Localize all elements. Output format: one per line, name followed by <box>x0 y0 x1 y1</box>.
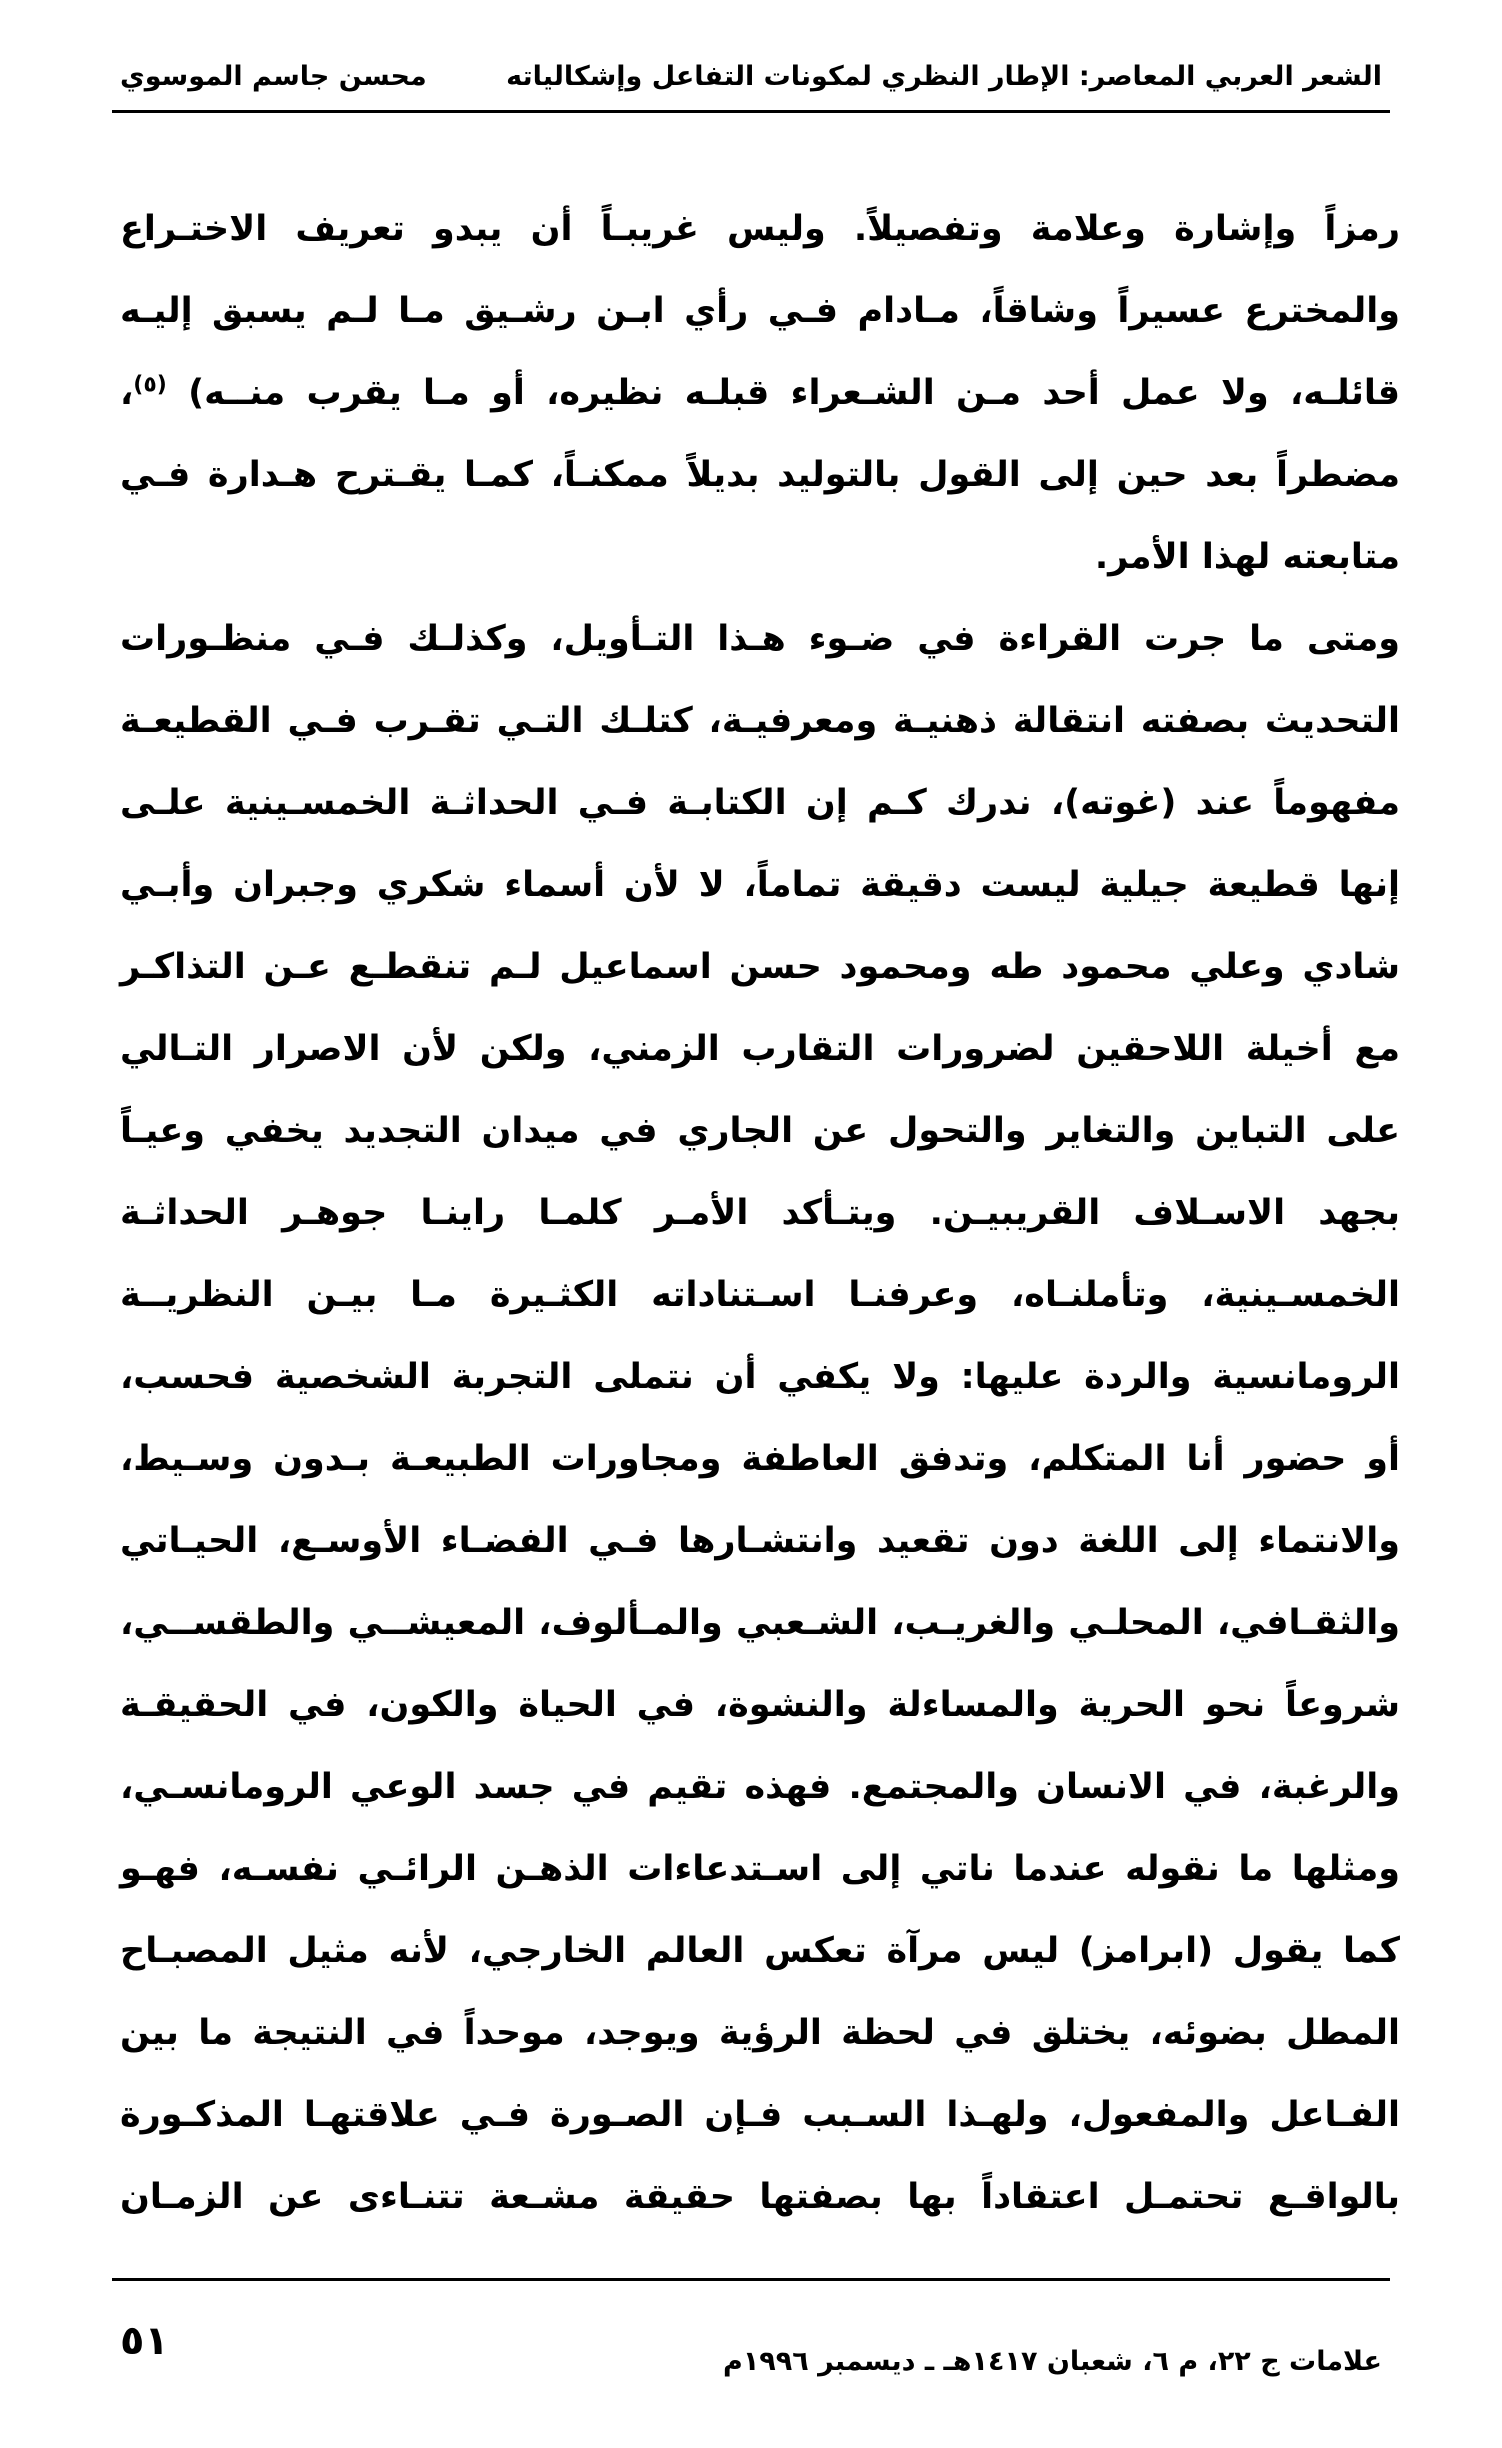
text-line: شروعاً نحو الحرية والمساءلة والنشوة، في الحياة والكون، في الحقيقـة <box>120 1685 1400 1725</box>
header-title: الشعر العربي المعاصر: الإطار النظري لمكونات التفاعل وإشكالياته <box>506 60 1382 92</box>
text-line: والثقـافي، المحلـي والغريـب، الشـعبي والمـألوف، المعيشــي والطقســي، <box>120 1603 1400 1643</box>
text-line: بالواقـع تحتمـل اعتقاداً بها بصفتها حقيقة مشـعة تتنـاءى عن الزمـان <box>120 2177 1400 2217</box>
text-line-tail: ، <box>120 373 134 413</box>
text-line: مضطراً بعد حين إلى القول بالتوليد بديلاً ممكنـاً، كمـا يقـترح هـدارة فـي <box>120 455 1400 495</box>
text-line: ومتى ما جرت القراءة في ضـوء هـذا التـأويل، وكذلـك فـي منظـورات <box>120 619 1400 659</box>
text-line: والرغبة، في الانسان والمجتمع. فهذه تقيم في جسد الوعي الرومانسـي، <box>120 1767 1400 1807</box>
text-line: رمزاً وإشارة وعلامة وتفصيلاً. وليس غريبـاً أن يبدو تعريف الاختـراع <box>120 209 1400 249</box>
footnote-marker: (٥) <box>133 372 167 398</box>
header-author: محسن جاسم الموسوي <box>120 60 427 92</box>
text-line: والانتماء إلى اللغة دون تقعيد وانتشـارها فـي الفضـاء الأوسـع، الحيـاتي <box>120 1521 1400 1561</box>
journal-info: علامات ج ٢٢، م ٦، شعبان ١٤١٧هـ ـ ديسمبر ١٩٩٦م <box>723 2346 1382 2377</box>
text-line: على التباين والتغاير والتحول عن الجاري في ميدان التجديد يخفي وعيـاً <box>120 1111 1400 1151</box>
text-line: إنها قطيعة جيلية ليست دقيقة تماماً، لا لأن أسماء شكري وجبران وأبـي <box>120 865 1400 905</box>
text-line: أو حضور أنا المتكلم، وتدفق العاطفة ومجاورات الطبيعـة بـدون وسـيط، <box>120 1439 1400 1479</box>
text-line: شادي وعلي محمود طه ومحمود حسن اسماعيل لـم تنقطـع عـن التذاكـر <box>120 947 1400 987</box>
text-line: مع أخيلة اللاحقين لضرورات التقارب الزمني، ولكن لأن الاصرار التـالي <box>120 1029 1400 1069</box>
text-line-with-footnote <box>120 352 1400 434</box>
page-number: ٥١ <box>120 2318 169 2364</box>
page-footer <box>120 2318 1382 2388</box>
header-rule <box>112 110 1390 113</box>
text-line: الرومانسية والردة عليها: ولا يكفي أن نتملى التجربة الشخصية فحسب، <box>120 1357 1400 1397</box>
paragraph-last-line: متابعته لهذا الأمر. <box>1094 537 1400 577</box>
text-line: مفهوماً عند (غوته)، ندرك كـم إن الكتابـة فـي الحداثـة الخمسـينية علـى <box>120 783 1400 823</box>
body-text <box>120 188 1400 2238</box>
text-line: بجهد الاسـلاف القريبيـن. ويتـأكد الأمـر كلمـا راينـا جوهـر الحداثـة <box>120 1193 1400 1233</box>
text-line: الخمسـينية، وتأملنـاه، وعرفنـا اسـتناداته الكثـيرة مـا بيـن النظريــة <box>120 1275 1400 1315</box>
text-line-segment: قائلـه، ولا عمل أحد مـن الشـعراء قبلـه نظيره، أو مـا يقرب منــه) <box>188 373 1400 413</box>
text-line: المطل بضوئه، يختلق في لحظة الرؤية ويوجد، موحداً في النتيجة ما بين <box>120 2013 1400 2053</box>
footer-rule <box>112 2278 1390 2281</box>
running-header <box>120 48 1382 104</box>
text-line: كما يقول (ابرامز) ليس مرآة تعكس العالم الخارجي، لأنه مثيل المصبـاح <box>120 1931 1400 1971</box>
text-line: والمخترع عسيراً وشاقاً، مـادام فـي رأي ابـن رشـيق مـا لـم يسبق إليـه <box>120 291 1400 331</box>
text-line: التحديث بصفته انتقالة ذهنيـة ومعرفيـة، كتلـك التـي تقـرب فـي القطيعـة <box>120 701 1400 741</box>
text-line: الفـاعل والمفعول، ولهـذا السـبب فـإن الصـورة فـي علاقتهـا المذكـورة <box>120 2095 1400 2135</box>
text-line: ومثلها ما نقوله عندما ناتي إلى اسـتدعاءات الذهـن الرائـي نفسـه، فهـو <box>120 1849 1400 1889</box>
